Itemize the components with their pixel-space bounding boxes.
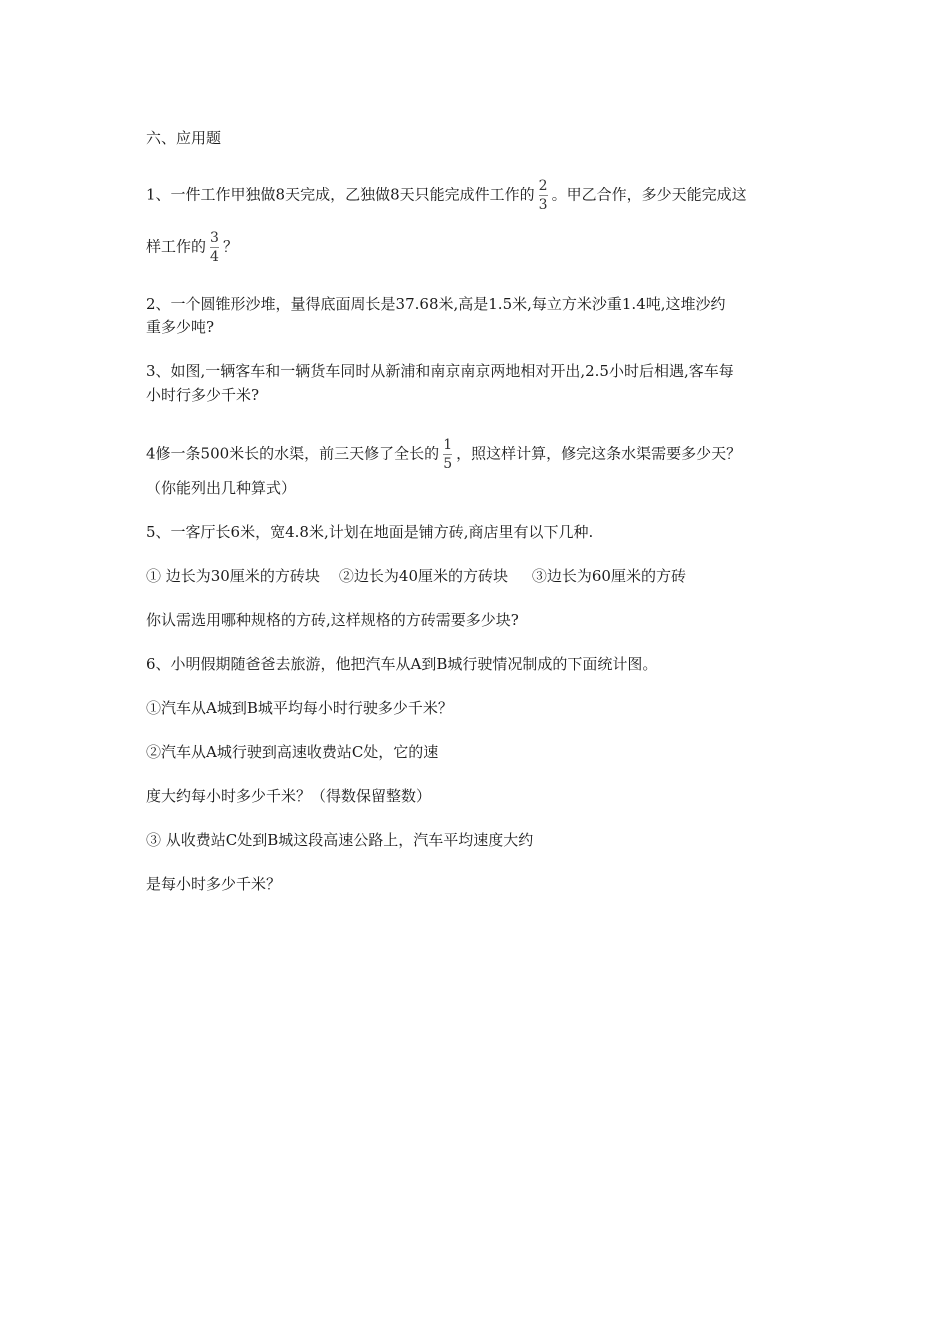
q4-text-a: 4修一条500米长的水渠，前三天修了全长的 [146,444,440,463]
q1-line-1 [146,178,747,213]
fraction-numerator: 3 [210,230,219,246]
q3-line-1: 3、如图,一辆客车和一辆货车同时从新浦和南京南京两地相对开出,2.5小时后相遇,客车每 [146,362,734,380]
q6-line-1: 6、小明假期随爸爸去旅游，他把汽车从A到B城行驶情况制成的下面统计图。 [146,655,658,673]
q6-sub-2b: 度大约每小时多少千米？（得数保留整数） [146,787,432,805]
q4-fraction-one-fifth [442,437,453,472]
fraction-denominator: 5 [443,456,453,472]
q1-text-a: 1、一件工作甲独做8天完成，乙独做8天只能完成件工作的 [146,185,535,204]
q1-text-b: 。甲乙合作，多少天能完成这 [551,185,747,204]
q3-line-2: 小时行多少千米? [146,386,260,404]
fraction-bar [210,247,219,248]
q4-line-2: （你能列出几种算式） [146,479,297,497]
q2-line-2: 重多少吨? [146,318,215,336]
q1-line-2 [146,230,238,265]
q5-options: ① 边长为30厘米的方砖块 ②边长为40厘米的方砖块 ③边长为60厘米的方砖 [146,567,686,585]
fraction-denominator: 4 [210,249,219,265]
q1-fraction-three-quarters [209,230,220,265]
fraction-numerator: 2 [538,178,548,194]
q6-sub-2a: ②汽车从A城行驶到高速收费站C处，它的速 [146,743,439,761]
fraction-bar [539,195,548,196]
fraction-bar [443,454,452,455]
fraction-denominator: 3 [538,197,548,213]
q1-text-c: 样工作的 [146,237,207,256]
q1-text-d: ？ [222,237,238,256]
q2-line-1: 2、一个圆锥形沙堆，量得底面周长是37.68米,高是1.5米,每立方米沙重1.4吨,这堆沙约 [146,295,726,313]
fraction-numerator: 1 [443,437,453,453]
q1-fraction-two-thirds [538,178,549,213]
q6-sub-3b: 是每小时多少千米？ [146,875,282,893]
q5-line-1: 5、一客厅长6米，宽4.8米,计划在地面是铺方砖,商店里有以下几种. [146,523,594,541]
q6-sub-1: ①汽车从A城到B城平均每小时行驶多少千米？ [146,699,453,717]
q6-sub-3a: ③ 从收费站C处到B城这段高速公路上，汽车平均速度大约 [146,831,534,849]
q4-text-b: ，照这样计算，修完这条水渠需要多少天？ [456,444,742,463]
q5-line-3: 你认需选用哪种规格的方砖,这样规格的方砖需要多少块? [146,611,519,629]
section-title: 六、应用题 [146,129,222,147]
q4-line-1 [146,437,741,472]
